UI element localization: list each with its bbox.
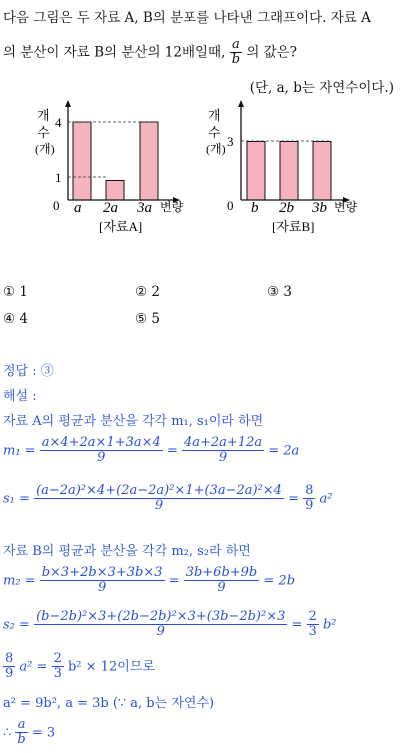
question-condition: (단, a, b는 자연수이다.): [249, 80, 394, 96]
s2-frac: [34, 610, 287, 640]
option-5[interactable]: [135, 311, 160, 327]
option-3-value: 3: [283, 284, 292, 300]
s2-result-frac: [307, 610, 319, 640]
chart-a-y-arrow-icon: [65, 100, 71, 107]
m1-lhs: m₁ =: [3, 443, 36, 459]
chart-a-bar-a: [73, 122, 91, 200]
chart-b-caption: [자료B]: [272, 219, 315, 234]
solution-eq2: a² = 9b², a = 3b (∵ a, b는 자연수): [3, 696, 215, 711]
question-fraction-numerator: a: [230, 38, 242, 53]
chart-a-bar-3a: [140, 122, 158, 200]
m2-frac-2: [184, 566, 260, 596]
s2-numerator: (b−2b)²×3+(2b−2b)²×3+(3b−2b)²×3: [36, 609, 286, 624]
m2-lhs: m₂ =: [3, 573, 36, 589]
chart-a-xlabel-3a: 3a: [137, 200, 152, 216]
chart-a-ylabel-3: (개): [35, 142, 55, 156]
s1-lhs: s₁ =: [3, 491, 30, 507]
s2-result-denominator: 3: [308, 624, 317, 640]
eq1-mid: a² =: [19, 659, 48, 675]
option-3[interactable]: [267, 284, 292, 300]
option-1-mark: ①: [3, 284, 16, 300]
s2-lhs: s₂ =: [3, 617, 30, 633]
solution-step-a: 자료 A의 평균과 분산을 각각 m₁, s₁이라 하면: [3, 414, 264, 429]
m2-result: = 2b: [263, 573, 296, 589]
option-2-value: 2: [151, 284, 160, 300]
chart-b-bar-b: [247, 142, 265, 201]
m2-numerator: b×3+2b×3+3b×3: [41, 565, 163, 580]
answer-line: 정답 : ③: [3, 364, 54, 379]
eq1-left-denominator: 9: [5, 666, 14, 682]
question-line-1: 다음 그림은 두 자료 A, B의 분포를 나타낸 그래프이다. 자료 A: [3, 10, 371, 26]
option-1[interactable]: [3, 284, 28, 300]
option-4-value: 4: [19, 311, 28, 327]
chart-a-tick-1: 1: [55, 170, 62, 185]
charts-figure: [0, 100, 400, 240]
m1-frac-2: [182, 436, 264, 466]
chart-b-bar-2b: [280, 142, 298, 201]
option-5-value: 5: [151, 311, 160, 327]
solution-heading: 해설 :: [3, 389, 37, 404]
s1-denominator: 9: [154, 498, 164, 514]
m1-equals: =: [166, 443, 182, 459]
chart-b-y-arrow-icon: [238, 100, 244, 107]
question-line-2-end: 의 값은?: [246, 44, 297, 61]
eq1-right-numerator: 2: [53, 651, 62, 666]
s1-result-frac: [303, 484, 315, 514]
chart-a-ylabel-2: 수: [37, 125, 50, 140]
chart-b: [206, 100, 358, 234]
s1-frac: [34, 484, 284, 514]
s1-result-numerator: 8: [305, 483, 314, 498]
chart-a-xlabel-2a: 2a: [103, 200, 118, 216]
s2-equals: =: [291, 617, 307, 633]
chart-b-xlabel-2b: 2b: [279, 200, 294, 216]
chart-b-x-unit: 변량: [334, 200, 358, 214]
chart-a-zero: 0: [53, 198, 60, 213]
s1-equals: =: [288, 491, 304, 507]
chart-b-xlabel-b: b: [251, 200, 259, 216]
eq1-frac-right: [52, 652, 64, 682]
chart-b-tick-3: 3: [227, 134, 234, 149]
option-3-mark: ③: [267, 284, 280, 300]
s1-result-denominator: 9: [305, 498, 314, 514]
eq3-tail: = 3: [31, 725, 56, 741]
solution-s1: [3, 484, 333, 514]
chart-b-bar-3b: [313, 142, 331, 201]
eq1-tail: b² × 12이므로: [67, 659, 155, 675]
chart-a: [35, 100, 184, 234]
solution-step-b: 자료 B의 평균과 분산을 각각 m₂, s₂라 하면: [3, 544, 251, 559]
m2-denominator: 9: [97, 580, 107, 596]
eq3-therefore: ∴: [3, 725, 12, 741]
s2-denominator: 9: [156, 624, 165, 640]
chart-b-zero: 0: [227, 198, 234, 213]
option-2[interactable]: [135, 284, 160, 300]
m1-denominator-2: 9: [218, 450, 228, 466]
question-line-2-text: 의 분산이 자료 B의 분산의 12배일때,: [3, 44, 226, 61]
m2-numerator-2: 3b+6b+9b: [185, 565, 258, 580]
eq3-denominator: b: [17, 732, 26, 748]
solution-m1: [3, 436, 299, 466]
eq3-numerator: a: [15, 718, 27, 733]
solution-eq3: [3, 718, 55, 748]
m2-frac: [40, 566, 165, 596]
chart-b-ylabel-1: 개: [208, 108, 221, 123]
m1-frac: [40, 436, 163, 466]
s2-tail: b²: [322, 617, 337, 633]
option-5-mark: ⑤: [135, 311, 148, 327]
chart-a-tick-4: 4: [55, 115, 62, 130]
s2-result-numerator: 2: [308, 609, 317, 624]
option-1-value: 1: [19, 284, 28, 300]
chart-a-x-unit: 변량: [160, 200, 184, 214]
m2-equals: =: [168, 573, 184, 589]
m1-result: = 2a: [268, 443, 300, 459]
eq3-frac: [15, 718, 27, 748]
chart-a-bar-2a: [106, 181, 124, 201]
m2-denominator-2: 9: [217, 580, 226, 596]
eq1-right-denominator: 3: [53, 666, 62, 682]
chart-b-xlabel-3b: 3b: [312, 200, 327, 216]
solution-m2: [3, 566, 295, 596]
chart-a-ylabel-1: 개: [37, 108, 50, 123]
m1-numerator: a×4+2a×1+3a×4: [41, 435, 161, 450]
m1-numerator-2: 4a+2a+12a: [183, 435, 263, 450]
chart-a-caption: [자료A]: [99, 219, 143, 234]
chart-a-xlabel-a: a: [74, 200, 82, 216]
solution-eq1: [3, 652, 155, 682]
s1-numerator: (a−2a)²×4+(2a−2a)²×1+(3a−2a)²×4: [36, 483, 282, 498]
eq1-frac-left: [3, 652, 15, 682]
question-fraction: [230, 38, 242, 68]
question-line-2: [3, 38, 297, 68]
option-4[interactable]: [3, 311, 28, 327]
option-2-mark: ②: [135, 284, 148, 300]
chart-b-ylabel-2: 수: [208, 125, 221, 140]
chart-b-ylabel-3: (개): [206, 142, 226, 156]
solution-s2: [3, 610, 337, 640]
s1-tail: a²: [319, 491, 333, 507]
question-fraction-denominator: b: [231, 52, 241, 68]
m1-denominator: 9: [97, 450, 106, 466]
option-4-mark: ④: [3, 311, 16, 327]
eq1-left-numerator: 8: [5, 651, 14, 666]
